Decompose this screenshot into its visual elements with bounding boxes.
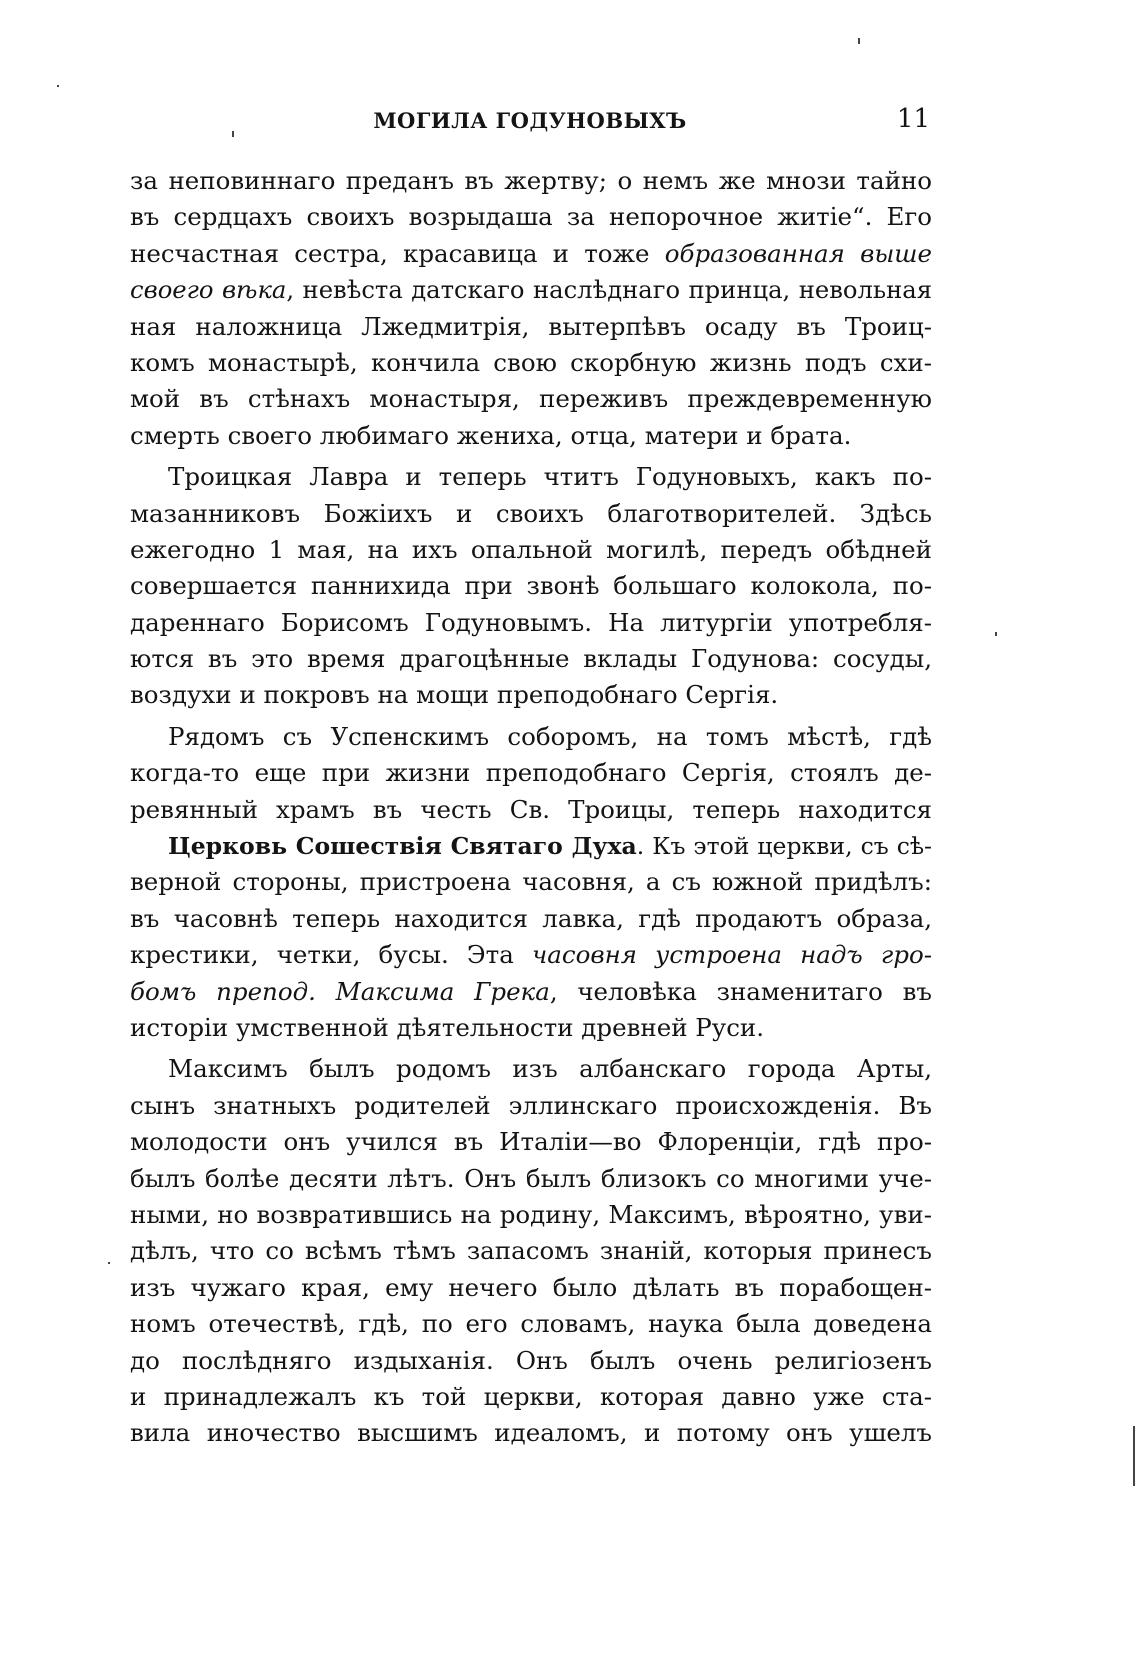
text-line: вила иночество высшимъ идеаломъ, и потому онъ ушелъ	[130, 1418, 932, 1448]
text-line: въ часовнѣ теперь находится лавка, гдѣ продаютъ образа,	[130, 903, 932, 933]
running-title: МОГИЛА ГОДУНОВЫХЪ	[373, 108, 687, 133]
text-line: ются въ это время драгоцѣнные вклады Годунова: сосуды,	[130, 644, 932, 674]
text-line: верной стороны, пристроена часовня, а съ южной придѣлъ:	[130, 867, 932, 897]
paragraph	[130, 719, 932, 1047]
text-line: комъ монастырѣ, кончила свою скорбную жизнь подъ схи-	[130, 347, 932, 377]
text-line: крестики, четки, бусы. Эта часовня устроена надъ гро-	[130, 940, 932, 970]
text-line: Максимъ былъ родомъ изъ албанскаго города Арты,	[168, 1054, 932, 1084]
text-line: ревянный храмъ въ честь Св. Троицы, теперь находится	[130, 794, 932, 824]
scan-speck	[108, 1262, 110, 1264]
scan-speck	[858, 38, 860, 44]
paragraph	[130, 459, 932, 714]
scan-speck	[57, 85, 59, 87]
text-line: дѣлъ, что со всѣмъ тѣмъ запасомъ знаній, которыя принесъ	[130, 1236, 932, 1266]
body-text	[130, 163, 932, 1452]
text-line: несчастная сестра, красавица и тоже образованная выше	[130, 238, 932, 268]
text-line: совершается паннихида при звонѣ большаго колокола, по-	[130, 571, 932, 601]
text-line: ная наложница Лжедмитрія, вытерпѣвъ осаду въ Троиц-	[130, 311, 932, 341]
text-line: и принадлежалъ къ той церкви, которая давно уже ста-	[130, 1381, 932, 1411]
text-line: когда-то еще при жизни преподобнаго Сергія, стоялъ де-	[130, 758, 932, 788]
text-line: своего вѣка, невѣста датскаго наслѣднаго принца, невольная	[130, 275, 932, 305]
text-line: изъ чужаго края, ему нечего было дѣлать въ порабощен-	[130, 1272, 932, 1302]
text-line: Троицкая Лавра и теперь чтитъ Годуновыхъ, какъ по-	[168, 462, 932, 492]
paragraph	[130, 1051, 932, 1451]
text-line: до послѣдняго издыханія. Онъ былъ очень религіозенъ	[130, 1345, 932, 1375]
text-line: сынъ знатныхъ родителей эллинскаго происхожденія. Въ	[130, 1090, 932, 1120]
text-line: бомъ препод. Максима Грека, человѣка знаменитаго въ	[130, 976, 933, 1006]
paragraph	[130, 163, 932, 454]
text-line: смерть своего любимаго жениха, отца, матери и брата.	[130, 420, 852, 450]
running-head	[130, 104, 930, 138]
text-line: ными, но возвратившись на родину, Максимъ, вѣроятно, уви-	[130, 1199, 932, 1229]
text-line: за неповиннаго преданъ въ жертву; о немъ же мнози тайно	[130, 166, 932, 195]
text-line: Церковь Сошествія Святаго Духа. Къ этой церкви, съ сѣ-	[168, 832, 932, 861]
text-line: молодости онъ учился въ Италіи—во Флоренціи, гдѣ про-	[130, 1127, 932, 1157]
page-number: 11	[896, 104, 930, 134]
text-line: ежегодно 1 мая, на ихъ опальной могилѣ, передъ обѣдней	[130, 534, 932, 564]
text-line: въ сердцахъ своихъ возрыдаша за непорочное житіе“. Его	[130, 202, 932, 232]
text-line: воздухи и покровъ на мощи преподобнаго Сергія.	[130, 680, 779, 710]
text-line: Рядомъ съ Успенскимъ соборомъ, на томъ мѣстѣ, гдѣ	[168, 721, 932, 751]
text-line: исторіи умственной дѣятельности древней Руси.	[130, 1012, 765, 1042]
text-line: номъ отечествѣ, гдѣ, по его словамъ, наука была доведена	[130, 1309, 932, 1339]
text-line: мой въ стѣнахъ монастыря, переживъ преждевременную	[130, 384, 932, 414]
scan-speck	[1133, 1426, 1135, 1486]
scan-speck	[232, 131, 234, 137]
scan-speck	[995, 632, 997, 636]
text-line: былъ болѣе десяти лѣтъ. Онъ былъ близокъ со многими уче-	[130, 1163, 932, 1193]
text-line: мазанниковъ Божіихъ и своихъ благотворителей. Здѣсь	[130, 498, 932, 528]
text-line: дареннаго Борисомъ Годуновымъ. На литургіи употребля-	[130, 607, 932, 637]
